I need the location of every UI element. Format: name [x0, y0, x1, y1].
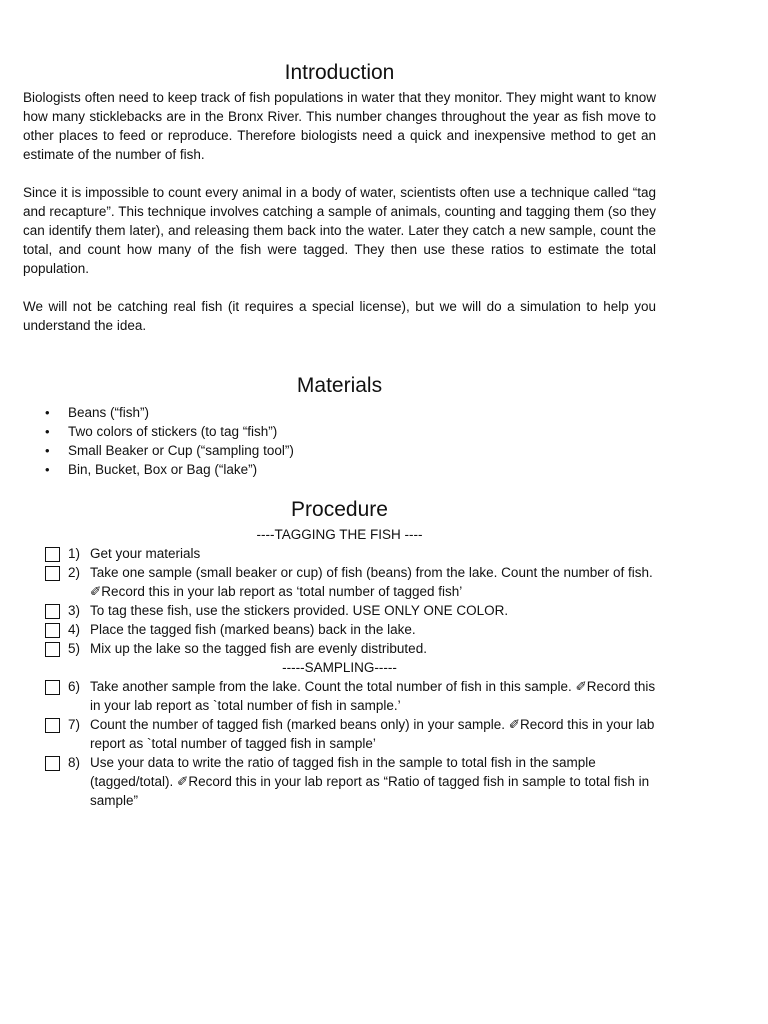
checkbox[interactable]: [45, 642, 60, 657]
materials-list: [23, 403, 656, 479]
procedure-step-7: 7) Count the number of tagged fish (marked beans only) in your sample. ✐Record this in your lab report as `total number of tagged fish in sample’: [23, 715, 656, 753]
checkbox[interactable]: [45, 623, 60, 638]
intro-paragraph-1: Biologists often need to keep track of fish populations in water that they monitor. They might want to know how many sticklebacks are in the Bronx River. This number changes throughout the year as fish move to other places to feed or reproduce. Therefore biologists need a quick and inexpensive method to get an estimate of the number of fish.: [23, 90, 656, 162]
bullet-icon: •: [45, 462, 50, 477]
introduction-heading: Introduction: [284, 61, 395, 84]
checkbox[interactable]: [45, 604, 60, 619]
bullet-icon: •: [45, 424, 50, 439]
procedure-step-8: 8) Use your data to write the ratio of tagged fish in the sample to total fish in the sample (tagged/total). ✐Record this in your lab report as “Ratio of tagged fish in sample to total fish in sample”: [23, 753, 656, 810]
procedure-step-1: 1) Get your materials: [23, 544, 656, 563]
procedure-step-5: 5) Mix up the lake so the tagged fish are evenly distributed.: [23, 639, 656, 658]
intro-paragraph-3: We will not be catching real fish (it requires a special license), but we will do a simulation to help you understand the idea.: [23, 299, 656, 333]
procedure-step-3: 3) To tag these fish, use the stickers provided. USE ONLY ONE COLOR.: [23, 601, 656, 620]
procedure-step-2: 2) Take one sample (small beaker or cup) of fish (beans) from the lake. Count the number of fish. ✐Record this in your lab report as ‘total number of tagged fish’: [23, 563, 656, 601]
bullet-icon: •: [45, 405, 50, 420]
section-sampling-heading: -----SAMPLING-----: [282, 660, 397, 675]
section-tagging-heading: ----TAGGING THE FISH ----: [256, 527, 423, 542]
list-item: • Bin, Bucket, Box or Bag (“lake”): [45, 462, 258, 477]
checkbox[interactable]: [45, 566, 60, 581]
procedure-step-4: 4) Place the tagged fish (marked beans) back in the lake.: [23, 620, 656, 639]
list-item: • Two colors of stickers (to tag “fish”): [45, 424, 278, 439]
list-item: • Beans (“fish”): [45, 405, 150, 420]
procedure-step-6: 6) Take another sample from the lake. Count the total number of fish in this sample. ✐Record this in your lab report as `total number of fish in sample.’: [23, 677, 656, 715]
checkbox[interactable]: [45, 718, 60, 733]
bullet-icon: •: [45, 443, 50, 458]
procedure-heading: Procedure: [291, 498, 388, 521]
document-page: [23, 58, 656, 810]
checkbox[interactable]: [45, 756, 60, 771]
materials-heading: Materials: [296, 374, 383, 397]
intro-paragraph-2: Since it is impossible to count every animal in a body of water, scientists often use a technique called “tag and recapture”. This technique involves catching a sample of animals, counting and tagging them (so they can identify them later), and releasing them back into the water. Later they catch a new sample, count the total, and count how many of the fish were tagged. They then use these ratios to estimate the total population.: [23, 185, 656, 276]
checkbox[interactable]: [45, 547, 60, 562]
list-item: • Small Beaker or Cup (“sampling tool”): [45, 443, 294, 458]
checkbox[interactable]: [45, 680, 60, 695]
